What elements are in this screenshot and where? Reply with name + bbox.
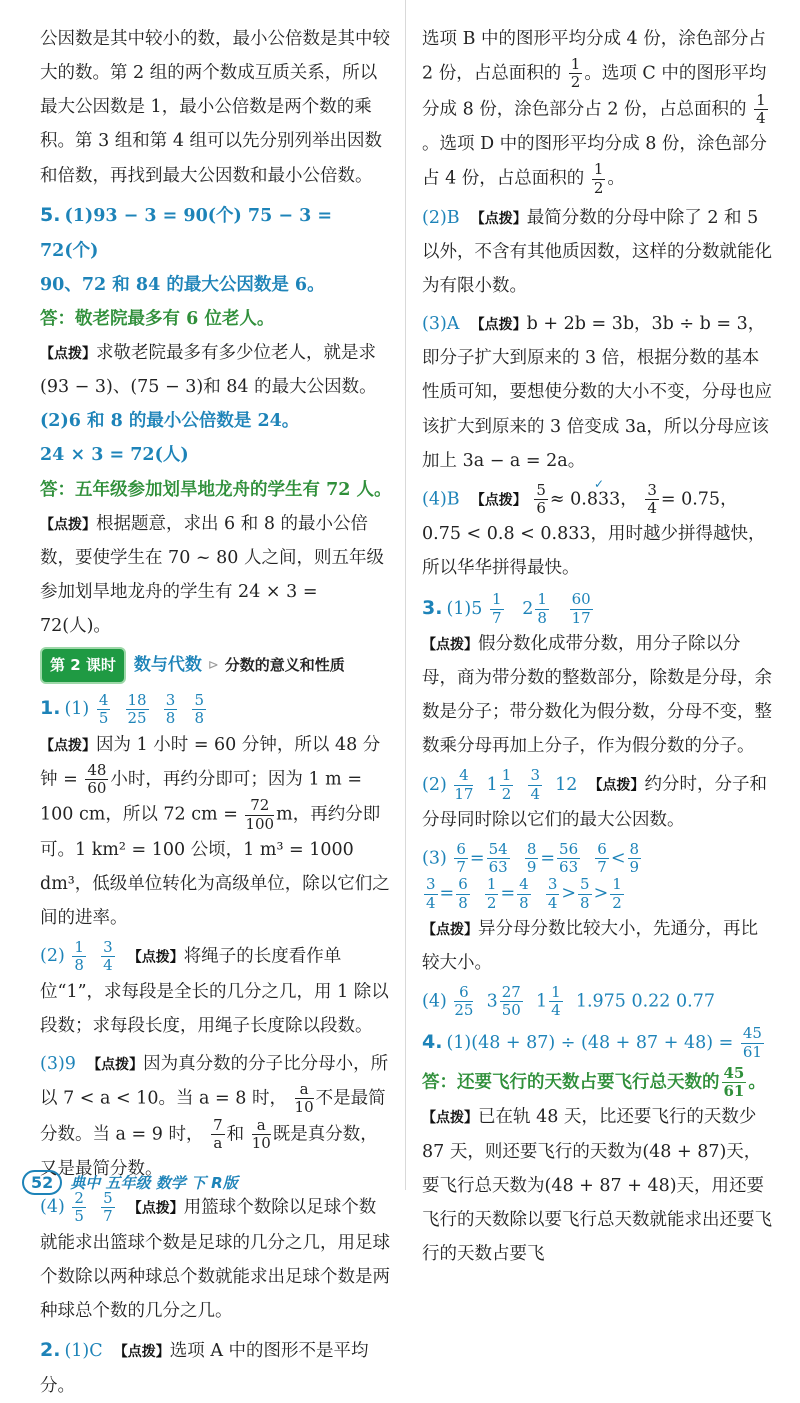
q3-p1-tip: 【点拨】假分数化成带分数，用分子除以分母，商为带分数的整数部分，除数是分母，余数是分子；带分数化为假分数，分母不变，整数乘分母再加上分子，作为假分数的分子。 [422, 633, 772, 757]
lesson-badge: 第 2 课时 [40, 647, 126, 684]
fraction: $\frac{a}{10}$ [251, 1115, 271, 1152]
fraction: $\frac{1}{4}$ [551, 983, 561, 1020]
fraction: $\frac{3}{4}$ [103, 938, 113, 975]
q1-part4: (4) $\frac{2}{5}$ $\frac{5}{7}$ 【点拨】用篮球个数除以足球个数就能求出篮球个数是足球的几分之几，用足球个数除以两种球总个数就能求出足球个数是两种球总个数的几分之几。 [40, 1189, 390, 1321]
q5-number: 5. [40, 203, 61, 226]
fraction: $\frac{1}{4}$ [756, 90, 766, 127]
q4-tip: 【点拨】已在轨 48 天，比还要飞行的天数少 87 天，则还要飞行的天数为(48 + 87)天，要飞行总天数为(48 + 87 + 48)天，用还要飞行的天数除以要飞行总天数就能求出还要飞行的天数占要飞 [422, 1107, 772, 1264]
tip-label: 【点拨】 [470, 317, 527, 334]
book-brand: 典中 五年级 数学 下 R版 [70, 1174, 238, 1192]
tip-label: 【点拨】 [588, 777, 645, 794]
fraction: $\frac{45}{61}$ [742, 1024, 762, 1061]
fraction: $\frac{1}{8}$ [74, 938, 84, 975]
left-column [40, 22, 392, 1403]
tip-label: 【点拨】 [422, 1110, 478, 1127]
fraction: $\frac{1}{2}$ [612, 875, 622, 912]
q1-p1-label: (1) [64, 699, 90, 720]
q5-answer1: 答：敬老院最多有 6 位老人。 [40, 308, 275, 329]
fraction: $\frac{6}{8}$ [458, 875, 468, 912]
fraction: $\frac{1}{2}$ [486, 875, 497, 912]
fraction: $\frac{4}{8}$ [519, 875, 529, 912]
q5-line5: 24 × 3 = 72(人) [40, 445, 189, 466]
fraction: $\frac{3}{4}$ [647, 480, 657, 517]
q5-tip2-text: 根据题意，求出 6 和 8 的最小公倍数，要使学生在 70 ~ 80 人之间，则五年级参加划旱地龙舟的学生有 24 × 3 = 72(人)。 [40, 513, 384, 637]
q5-tip1 [40, 336, 392, 404]
fraction: $\frac{48}{60}$ [87, 760, 107, 798]
fraction: $\frac{1}{7}$ [491, 590, 502, 627]
q1-number: 1. [40, 697, 61, 720]
tip-label: 【点拨】 [87, 1056, 144, 1073]
lesson-header [40, 647, 392, 684]
q5-part1 [40, 197, 392, 268]
q4-number: 4. [422, 1030, 443, 1053]
q4-part1: 4. (1)(48 + 87) ÷ (48 + 87 + 48) = $\frac{45}{61}$ [422, 1024, 762, 1061]
tip-label: 【点拨】 [40, 737, 96, 754]
tip-label: 【点拨】 [40, 346, 96, 363]
fraction: $\frac{18}{25}$ [127, 691, 147, 728]
fraction: $\frac{56}{63}$ [559, 839, 579, 877]
q3-part3-line2: $\frac{3}{4}$ = $\frac{6}{8}$ $\frac{1}{2}$ = $\frac{4}{8}$ $\frac{3}{4}$ > $\frac{5}{8}$ > $\frac{1}{2}$ [426, 875, 622, 912]
fraction: $\frac{8}{9}$ [629, 839, 640, 877]
tip-label: 【点拨】 [127, 1200, 184, 1217]
tip-label: 【点拨】 [470, 210, 527, 227]
fraction: $\frac{6}{25}$ [454, 983, 474, 1020]
fraction: $\frac{4}{17}$ [454, 766, 474, 803]
fraction: $\frac{45}{61}$ [723, 1063, 745, 1101]
fraction: $\frac{2}{5}$ [74, 1189, 84, 1226]
q3-part3-line1: (3) $\frac{6}{7}$ = $\frac{54}{63}$ $\frac{8}{9}$ = $\frac{56}{63}$ $\frac{6}{7}$ < $\frac{8}{9}$ [422, 839, 640, 877]
fraction: $\frac{a}{10}$ [294, 1080, 314, 1117]
q5-tip1-text: 求敬老院最多有多少位老人，就是求(93 − 3)、(75 − 3)和 84 的最大公因数。 [40, 343, 377, 398]
q5-line4: (2)6 和 8 的最小公倍数是 24。 [40, 411, 300, 432]
q4-answer: 答：还要飞行的天数占要飞行总天数的 $\frac{45}{61}$ 。 [422, 1063, 766, 1101]
fraction: $\frac{4}{5}$ [98, 691, 109, 728]
lesson-title: 数与代数 [133, 655, 202, 676]
tip-label: 【点拨】 [127, 949, 184, 966]
fraction: $\frac{72}{100}$ [245, 796, 275, 833]
fraction: $\frac{6}{7}$ [597, 839, 607, 877]
fraction: $\frac{5}{8}$ [580, 875, 590, 912]
tip-label: 【点拨】 [422, 921, 478, 938]
q5-tip2 [40, 507, 392, 644]
q1-part2: (2) $\frac{1}{8}$ $\frac{3}{4}$ 【点拨】将绳子的长度看作单位“1”，求每段是全长的几分之几，用 1 除以段数；求每段长度，用绳子长度除以段数。 [40, 938, 389, 1036]
q3-part1: 3. (1)5 $\frac{1}{7}$ 2 $\frac{1}{8}$ $\frac{60}{17}$ [422, 590, 591, 627]
q3-p3-tip: 【点拨】异分母分数比较大小，先通分，再比较大小。 [422, 918, 758, 973]
q5-line1: (1)93 − 3 = 90(个) 75 − 3 = 72(个) [40, 205, 333, 261]
fraction: $\frac{1}{2}$ [570, 55, 581, 92]
fraction: $\frac{8}{9}$ [526, 839, 537, 877]
q2-number: 2. [40, 1339, 61, 1362]
intro-paragraph: 公因数是其中较小的数，最小公倍数是其中较大的数。第 2 组的两个数成互质关系，所以最大公因数是 1，最小公倍数是两个数的乘积。第 3 组和第 4 组可以先分别列举出因数和倍数，再找到最大公因数和最小公倍数。 [40, 29, 390, 186]
tip-label: 【点拨】 [40, 516, 96, 533]
q1-p1-tip: 【点拨】因为 1 小时 = 60 分钟，所以 48 分钟 = $\frac{48}{60}$ 小时，再约分即可；因为 1 m = 100 cm，所以 72 cm = $\frac{72}{100}$ m，再约分即可。1 km² = 100 公顷，1 m³ = 1000 dm³，低级单位转化为高级单位，除以它们之间的进率。 [40, 734, 390, 929]
q2-p1-continued: 选项 B 中的图形平均分成 4 份，涂色部分占 2 份，占总面积的 $\frac{1}{2}$ 。选项 C 中的图形平均分成 8 份，涂色部分占 2 份，占总面积的 $\frac{1}{4}$ 。选项 D 中的图形平均分成 8 份，涂色部分占 4 份，占总面积的 $\frac{1}{2}$ 。 [422, 29, 767, 197]
fraction: $\frac{5}{8}$ [194, 691, 204, 728]
column-divider [405, 0, 406, 1190]
q2-part1: 2. (1)C 【点拨】选项 A 中的图形不是平均分。 [40, 1339, 369, 1397]
check-mark-icon: ✓ [594, 477, 605, 491]
q3-part4: (4) $\frac{6}{25}$ 3 $\frac{27}{50}$ 1 $\frac{1}{4}$ 1.975 0.22 0.77 [422, 983, 715, 1020]
fraction: $\frac{27}{50}$ [501, 983, 521, 1020]
fraction: $\frac{1}{2}$ [501, 766, 512, 803]
page-number: 52 [22, 1170, 62, 1195]
q1-part3: (3)9 【点拨】因为真分数的分子比分母小，所以 7 < a < 10。当 a = 8 时， $\frac{a}{10}$ 不是最简分数。当 a = 9 时， $\frac{7}{a}$ 和 $\frac{a}{10}$ 既是真分数，又是最简分数。 [40, 1053, 389, 1180]
q2-part4: (4)B 【点拨】 $\frac{5}{6}$ ≈ 0.833， $\frac{3}{4}$ = 0.75，0.75 < 0.8 < 0.833，用时越少拼得越快，所以华华拼得最快。 [422, 480, 766, 579]
fraction: $\frac{5}{7}$ [103, 1189, 113, 1226]
fraction: $\frac{3}{4}$ [547, 875, 558, 912]
q2-part2: (2)B 【点拨】最简分数的分母中除了 2 和 5 以外，不含有其他质因数，这样的分数就能化为有限小数。 [422, 207, 772, 296]
q5-answer2: 答：五年级参加划旱地龙舟的学生有 72 人。 [40, 479, 392, 500]
q3-part2: (2) $\frac{4}{17}$ 1 $\frac{1}{2}$ $\frac{3}{4}$ 12 【点拨】约分时，分子和分母同时除以它们的最大公因数。 [422, 766, 768, 830]
fraction: $\frac{1}{8}$ [537, 590, 547, 627]
lesson-subtitle: 分数的意义和性质 [224, 656, 345, 675]
q5-line2: 90、72 和 84 的最大公因数是 6。 [40, 274, 325, 295]
q2-part3: (3)A 【点拨】b + 2b = 3b，3b ÷ b = 3，即分子扩大到原来的 3 倍，根据分数的基本性质可知，要想使分数的大小不变，分母也应该扩大到原来的 3 倍变成 3a，所以分母应该加上 3a − a = 2a。 [422, 314, 772, 471]
right-column [422, 22, 772, 1271]
fraction: $\frac{5}{6}$ [536, 480, 546, 517]
fraction: $\frac{6}{7}$ [456, 839, 466, 877]
fraction: $\frac{3}{8}$ [165, 691, 176, 728]
fraction: $\frac{54}{63}$ [488, 839, 508, 877]
q1-part1 [40, 690, 392, 727]
page-footer [22, 1170, 238, 1195]
fraction: $\frac{60}{17}$ [571, 590, 591, 627]
tip-label: 【点拨】 [422, 636, 478, 653]
fraction: $\frac{7}{a}$ [213, 1115, 223, 1152]
tip-label: 【点拨】 [113, 1344, 170, 1361]
fraction: $\frac{3}{4}$ [426, 875, 436, 912]
q3-number: 3. [422, 596, 443, 619]
fraction: $\frac{3}{4}$ [530, 766, 540, 803]
triangle-arrow-icon: ⊳ [207, 658, 219, 674]
tip-label: 【点拨】 [470, 492, 527, 508]
fraction: $\frac{1}{2}$ [593, 160, 604, 197]
